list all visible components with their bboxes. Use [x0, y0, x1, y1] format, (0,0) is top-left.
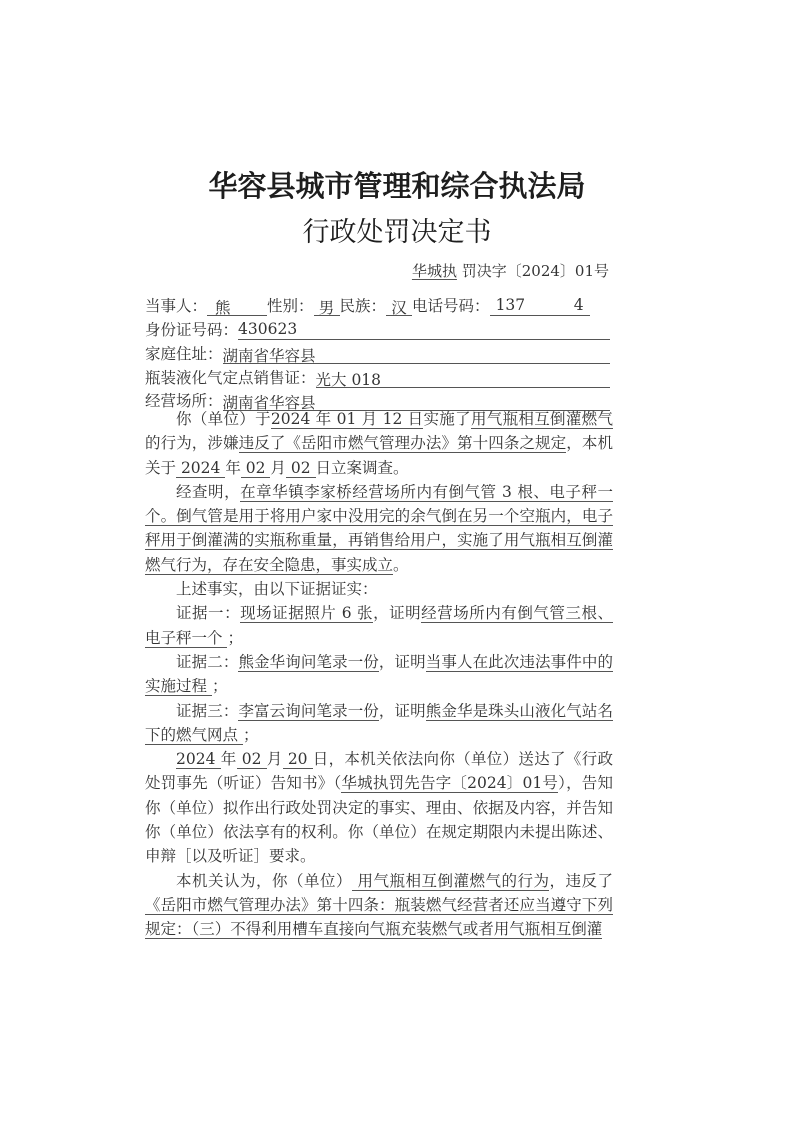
phone-value-end: 4	[573, 296, 584, 314]
findings: 在章华镇李家桥经营场所内有倒气管 3 根、电子秤一个。倒气管是用于将用户家中没用完的余气倒在另一个空瓶内，电子秤用于倒灌满的实瓶称重量，再销售给用户，实施了用气瓶相互倒灌燃气行为，存在安全隐患，事实成立	[145, 482, 613, 574]
paragraph-conclusion	[145, 869, 613, 942]
document-number-suffix: 罚决字〔2024〕01号	[461, 262, 609, 280]
name-field	[207, 296, 267, 316]
text: 。	[393, 555, 409, 574]
document-number-prefix: 华城执	[411, 262, 457, 280]
name-label: 当事人：	[145, 297, 208, 315]
notice-year: 2024	[176, 750, 221, 769]
text: ，证明	[378, 701, 426, 720]
notice-reference: 华城执罚先告字〔2024〕01号	[341, 774, 559, 793]
evidence-label: 证据三：	[176, 701, 239, 720]
text: 日，本机关依法向你（单位）送达了《行政处罚事先（听证）告知书》（	[145, 750, 614, 793]
paragraph-evidence-intro: 上述事实，由以下证据证实：	[176, 580, 378, 599]
text: 实施了	[423, 410, 471, 428]
filing-month: 02	[240, 458, 271, 477]
evidence-item: 熊金华询问笔录一份	[238, 652, 379, 671]
text: 的行为，涉嫌	[145, 434, 239, 453]
name-value: 熊	[215, 299, 231, 317]
text: 月	[266, 750, 283, 769]
license-label: 瓶装液化气定点销售证：	[145, 369, 316, 387]
gender-field	[314, 296, 340, 316]
violated-law: 违反了《岳阳市燃气管理办法》第十四条之规定	[238, 434, 567, 453]
text: 你（单位）于	[176, 410, 271, 428]
ethnicity-label: 民族：	[339, 297, 387, 315]
phone-value-start: 137	[495, 296, 526, 314]
business-label: 经营场所：	[145, 392, 223, 410]
text: 本机关认为，你（单位）	[176, 871, 353, 890]
id-line	[145, 318, 610, 340]
document-number	[412, 260, 609, 281]
violation-date: 2024 年 01 月 12 日	[270, 410, 424, 428]
text: ，违反了	[549, 871, 613, 890]
text: ，证明	[373, 604, 422, 623]
evidence-proof: 经营场所内有倒气管三根、电子秤一个	[145, 604, 613, 647]
ethnicity-field	[386, 296, 412, 316]
license-value: 光大 018	[315, 371, 382, 389]
text: 经查明，	[176, 482, 241, 501]
evidence-3	[145, 699, 613, 748]
text: ），告知你（单位）拟作出行政处罚决定的事实、理由、依据及内容，并告知你（单位）依法享有的权利。你（单位）在规定期限内未提出陈述、申辩［以及听证］要求。	[145, 774, 613, 866]
text: ；	[242, 725, 259, 744]
address-value: 湖南省华容县	[222, 347, 316, 365]
ethnicity-value: 汉	[391, 299, 407, 317]
evidence-2	[145, 650, 613, 699]
license-field	[316, 368, 610, 388]
text: 日立案调查。	[315, 458, 409, 477]
notice-month: 02	[236, 750, 267, 769]
license-line	[145, 366, 610, 388]
evidence-item: 李富云询问笔录一份	[238, 701, 379, 720]
gender-value: 男	[318, 299, 335, 317]
conclusion-act: 用气瓶相互倒灌燃气的行为	[352, 871, 550, 890]
address-label: 家庭住址：	[145, 345, 223, 363]
party-line	[145, 294, 610, 316]
evidence-proof: 熊金华是珠头山液化气站名下的燃气网点	[145, 701, 613, 744]
text: 月	[270, 458, 286, 477]
agency-title: 华容县城市管理和综合执法局	[208, 169, 586, 203]
filing-day: 02	[285, 458, 316, 477]
evidence-item: 现场证据照片 6 张	[240, 604, 374, 623]
evidence-1	[145, 601, 613, 650]
id-field	[238, 320, 610, 340]
business-value: 湖南省华容县	[222, 394, 316, 412]
evidence-label: 证据二：	[176, 652, 239, 671]
id-value: 430623	[238, 320, 298, 338]
text: ，证明	[378, 652, 426, 671]
text: ，本机关于	[145, 434, 613, 477]
text: ；	[211, 677, 228, 696]
paragraph-notice	[145, 747, 613, 868]
text: 年	[225, 458, 241, 477]
evidence-proof: 当事人在此次违法事件中的实施过程	[145, 652, 613, 696]
phone-label: 电话号码：	[412, 297, 490, 315]
id-label: 身份证号码：	[145, 321, 239, 339]
address-line	[145, 342, 610, 364]
filing-year: 2024	[176, 458, 226, 477]
paragraph-findings	[145, 480, 613, 577]
notice-day: 20	[282, 750, 313, 769]
text: ；	[227, 628, 243, 647]
text: 年	[220, 750, 237, 769]
gender-label: 性别：	[267, 297, 314, 315]
violation-act: 用气瓶相互倒灌燃气	[470, 410, 613, 428]
conclusion-law: 《岳阳市燃气管理办法》第十四条：瓶装燃气经营者还应当遵守下列规定：（三）不得利用槽车直接向气瓶充装燃气或者用气瓶相互倒灌	[145, 895, 613, 939]
paragraph-case-filing	[145, 407, 613, 480]
address-field	[223, 344, 610, 364]
phone-field	[490, 296, 590, 316]
document-title: 行政处罚决定书	[302, 217, 492, 248]
evidence-label: 证据一：	[176, 604, 241, 623]
document-body	[145, 407, 613, 942]
